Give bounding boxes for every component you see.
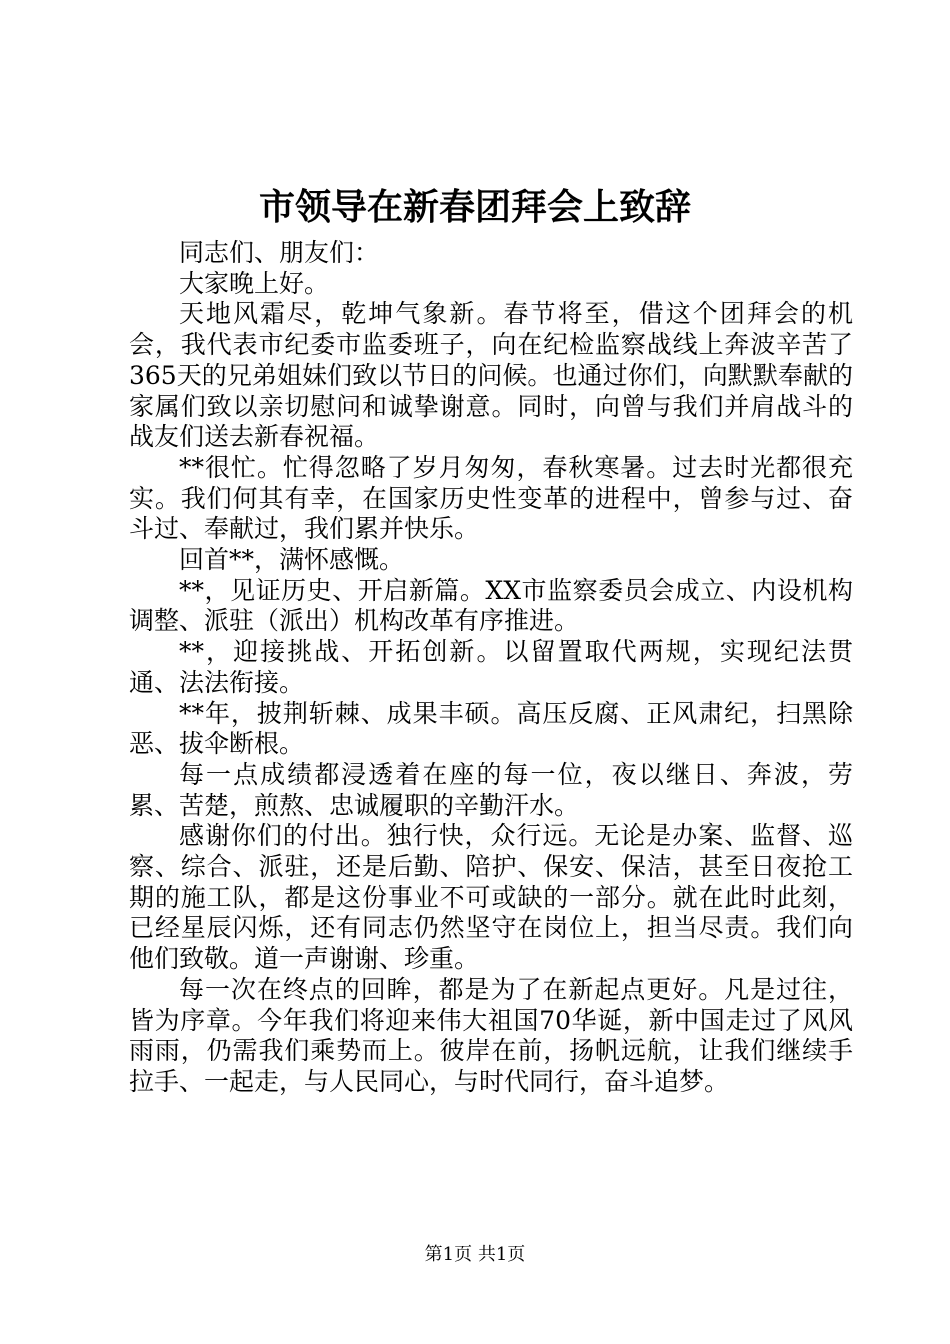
paragraph-challenge: **，迎接挑战、开拓创新。以留置取代两规，实现纪法贯通、法法衔接。 xyxy=(129,637,853,697)
paragraph-thanks: 感谢你们的付出。独行快，众行远。无论是办案、监督、巡察、综合、派驻，还是后勤、陪护、保安、保洁，甚至日夜抢工期的施工队，都是这份事业不可或缺的一部分。就在此时此刻，已经星辰闪烁，还有同志仍然坚守在岗位上，担当尽责。我们向他们致敬。道一声谢谢、珍重。 xyxy=(129,821,853,974)
paragraph-effort: 每一点成绩都浸透着在座的每一位，夜以继日、奔波，劳累、苦楚，煎熬、忠诚履职的辛勤汗水。 xyxy=(129,759,853,820)
paragraph-achievements: **年，披荆斩棘、成果丰硕。高压反腐、正风肃纪，扫黑除恶、拔伞断根。 xyxy=(129,698,853,759)
paragraph-look-back: 回首**，满怀感慨。 xyxy=(179,545,405,575)
paragraph-busy: **很忙。忙得忽略了岁月匆匆，春秋寒暑。过去时光都很充实。我们何其有幸，在国家历史性变革的进程中，曾参与过、奋斗过、奉献过，我们累并快乐。 xyxy=(129,452,853,544)
page-footer: 第1页 共1页 xyxy=(424,1244,526,1265)
paragraph-evening: 大家晚上好。 xyxy=(179,268,330,298)
paragraph-new-year: 天地风霜尽，乾坤气象新。春节将至，借这个团拜会的机会，我代表市纪委市监委班子，向在纪检监察战线上奔波辛苦了365天的兄弟姐妹们致以节日的问候。也通过你们，向默默奉献的家属们致以亲切慰问和诚挚谢意。同时，向曾与我们并肩战斗的战友们送去新春祝福。 xyxy=(129,299,853,452)
paragraph-closing: 每一次在终点的回眸，都是为了在新起点更好。凡是过往，皆为序章。今年我们将迎来伟大祖国70华诞，新中国走过了风风雨雨，仍需我们乘势而上。彼岸在前，扬帆远航，让我们继续手拉手、一起走，与人民同心，与时代同行，奋斗追梦。 xyxy=(129,974,853,1096)
document-body xyxy=(129,238,853,1098)
paragraph-history: **，见证历史、开启新篇。XX市监察委员会成立、内设机构调整、派驻（派出）机构改革有序推进。 xyxy=(129,575,853,636)
document-title: 市领导在新春团拜会上致辞 xyxy=(258,186,691,228)
paragraph-greeting: 同志们、朋友们： xyxy=(179,238,380,267)
